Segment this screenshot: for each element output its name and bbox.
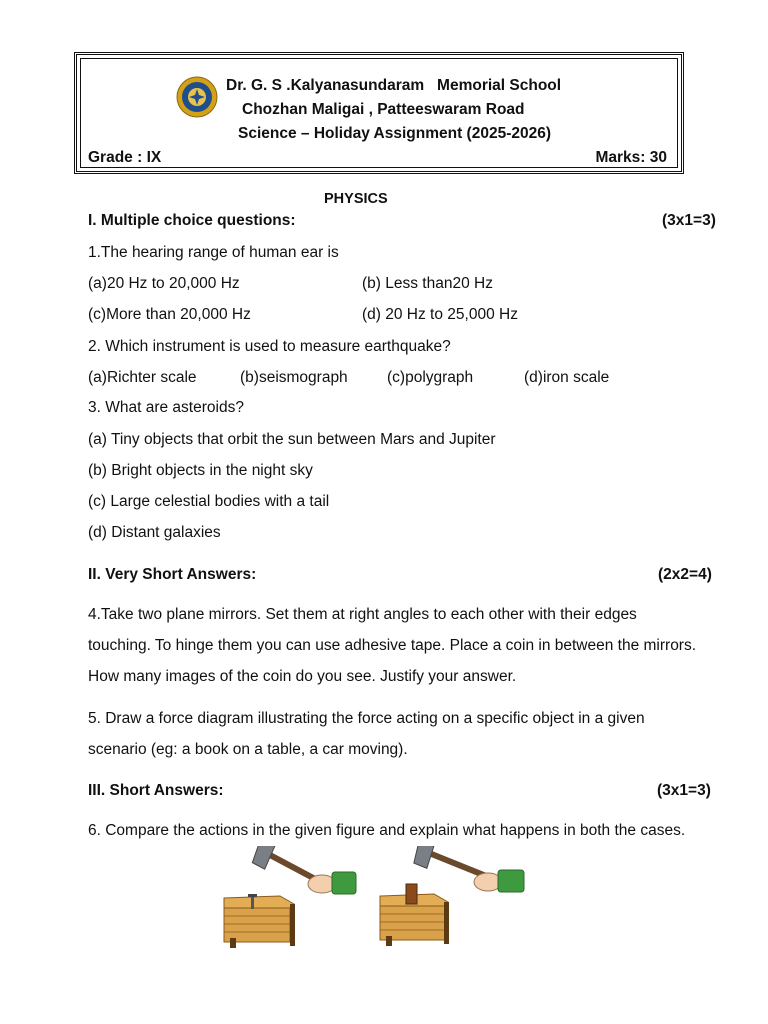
question-1: 1.The hearing range of human ear is — [88, 244, 339, 261]
marks-label: Marks: 30 — [595, 149, 667, 166]
question-5-line-2: scenario (eg: a book on a table, a car moving). — [88, 741, 408, 758]
school-address: Chozhan Maligai , Patteeswaram Road — [242, 101, 525, 118]
school-name: Dr. G. S .Kalyanasundaram Memorial School — [226, 77, 562, 94]
q2-option-d: (d)iron scale — [524, 369, 610, 386]
school-logo-icon — [176, 76, 218, 118]
question-3: 3. What are asteroids? — [88, 399, 244, 416]
question-5-line-1: 5. Draw a force diagram illustrating the force acting on a specific object in a given — [88, 710, 645, 727]
q1-option-d: (d) 20 Hz to 25,000 Hz — [362, 306, 518, 323]
hammer-wood-figure — [378, 846, 528, 950]
question-4-line-2: touching. To hinge them you can use adhesive tape. Place a coin in between the mirrors. — [88, 637, 697, 654]
q3-option-d: (d) Distant galaxies — [88, 524, 221, 541]
q2-option-a: (a)Richter scale — [88, 369, 197, 386]
assignment-title: Science – Holiday Assignment (2025-2026) — [238, 125, 552, 142]
q2-option-b: (b)seismograph — [240, 369, 348, 386]
section-short-marks: (3x1=3) — [657, 782, 711, 799]
section-short-heading: III. Short Answers: — [88, 782, 224, 799]
q1-option-b: (b) Less than20 Hz — [362, 275, 493, 292]
q2-option-c: (c)polygraph — [387, 369, 474, 386]
q1-option-c: (c)More than 20,000 Hz — [88, 306, 251, 323]
q3-option-c: (c) Large celestial bodies with a tail — [88, 493, 330, 510]
question-4-line-3: How many images of the coin do you see. Justify your answer. — [88, 668, 517, 685]
question-4-line-1: 4.Take two plane mirrors. Set them at right angles to each other with their edges — [88, 606, 637, 623]
q1-option-a: (a)20 Hz to 20,000 Hz — [88, 275, 240, 292]
q3-option-b: (b) Bright objects in the night sky — [88, 462, 313, 479]
section-mcq-marks: (3x1=3) — [662, 212, 716, 229]
q3-option-a: (a) Tiny objects that orbit the sun between Mars and Jupiter — [88, 431, 496, 448]
section-very-short-heading: II. Very Short Answers: — [88, 566, 257, 583]
subject-heading: PHYSICS — [324, 191, 388, 207]
question-6: 6. Compare the actions in the given figure and explain what happens in both the cases. — [88, 822, 686, 839]
section-mcq-heading: I. Multiple choice questions: — [88, 212, 296, 229]
question-2: 2. Which instrument is used to measure earthquake? — [88, 338, 451, 355]
section-very-short-marks: (2x2=4) — [658, 566, 712, 583]
grade-label: Grade : IX — [88, 149, 162, 166]
hammer-nail-figure — [220, 846, 360, 950]
